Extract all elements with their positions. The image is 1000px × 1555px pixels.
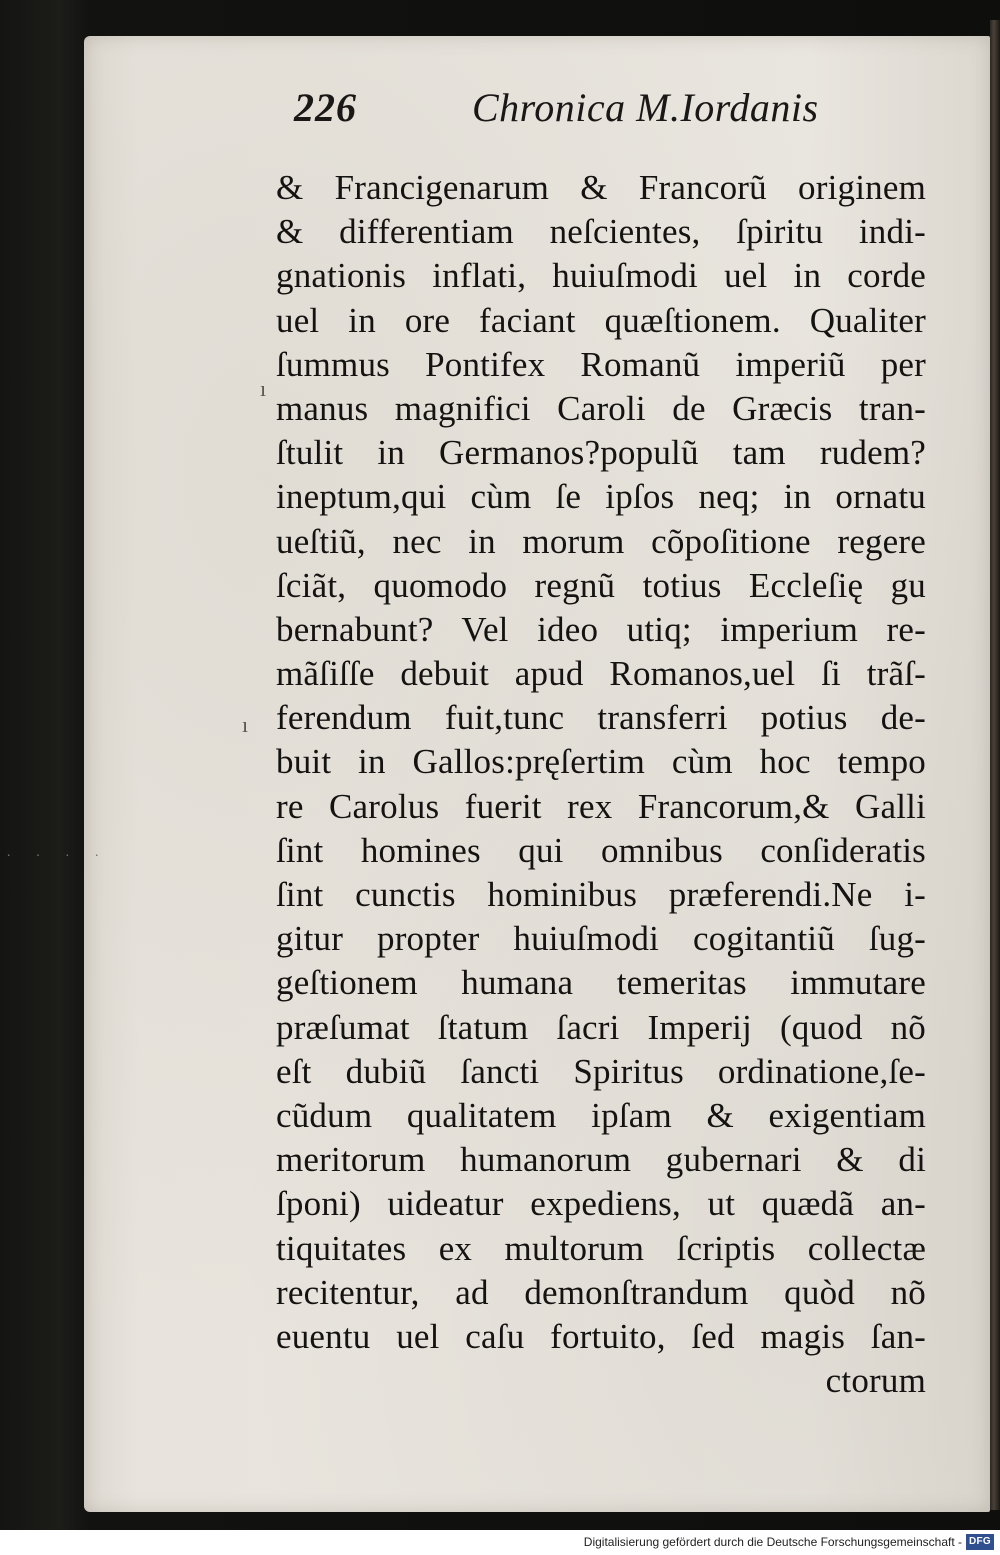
text-line: re Carolus fuerit rex Francorum,& Galli (276, 786, 926, 826)
text-line: præſumat ſtatum ſacri Imperij (quod nõ (276, 1007, 926, 1047)
margin-mark: ı (260, 376, 267, 401)
text-line: cũdum qualitatem ipſam & exigentiam (276, 1095, 926, 1135)
text-line: geſtionem humana temeritas immutare (276, 963, 926, 1003)
text-line: ueſtiũ, nec in morum cõpoſitione regere (276, 521, 926, 561)
text-line: eſt dubiũ ſancti Spiritus ordinatione,ſe- (276, 1051, 926, 1091)
text-line: ſint homines qui omnibus conſideratis (276, 830, 926, 870)
text-line: manus magnifici Caroli de Græcis tran- (276, 388, 926, 428)
text-line: mãſiſſe debuit apud Romanos,uel ſi trãſ- (276, 654, 926, 694)
text-line: uel in ore faciant quæſtionem. Qualiter (276, 300, 926, 340)
text-line: ſtulit in Germanos?populũ tam rudem? (276, 433, 926, 473)
page-number: 226 (294, 85, 357, 130)
text-line: euentu uel caſu fortuito, ſed magis ſan- (276, 1316, 926, 1356)
text-line: ſponi) uideatur expediens, ut quædã an- (276, 1184, 926, 1224)
text-line: ſint cunctis hominibus præferendi.Ne i- (276, 875, 926, 914)
text-line: & Francigenarum & Francorũ originem (276, 168, 926, 207)
funding-credit: Digitalisierung gefördert durch die Deutsche Forschungsgemeinschaft - (583, 1535, 962, 1549)
running-title: Chronica M.Iordanis (472, 85, 819, 130)
text-line: recitentur, ad demonſtrandum quòd nõ (276, 1272, 926, 1312)
text-line: ſciãt, quomodo regnũ totius Eccleſię gu (276, 565, 926, 605)
catchword: ctorum (825, 1361, 926, 1401)
running-head (294, 84, 874, 144)
body-text (276, 166, 926, 1403)
text-line: ſummus Pontifex Romanũ imperiũ per (276, 344, 926, 384)
margin-mark: ı (242, 712, 249, 737)
text-line: meritorum humanorum gubernari & di (276, 1140, 926, 1180)
text-line: & differentiam neſcientes, ſpiritu indi- (276, 212, 926, 252)
text-line: buit in Gallos:pręſertim cùm hoc tempo (276, 742, 926, 782)
text-line: gitur propter huiuſmodi cogitantiũ ſug- (276, 919, 926, 959)
book-edge (990, 20, 1000, 1510)
text-line: tiquitates ex multorum ſcriptis collectæ (276, 1228, 926, 1268)
text-line: ferendum fuit,tunc transferri potius de- (276, 698, 926, 738)
binding-stitches: ˙ ˙ ˙ ˙ (6, 852, 110, 869)
text-line: bernabunt? Vel ideo utiq; imperium re- (276, 609, 926, 649)
text-line: ineptum,qui cùm ſe ipſos neq; in ornatu (276, 477, 926, 517)
text-line: gnationis inflati, huiuſmodi uel in corde (276, 256, 926, 296)
footer-bar (0, 1530, 1000, 1555)
book-page (84, 36, 990, 1512)
dfg-logo: DFG (966, 1534, 994, 1550)
